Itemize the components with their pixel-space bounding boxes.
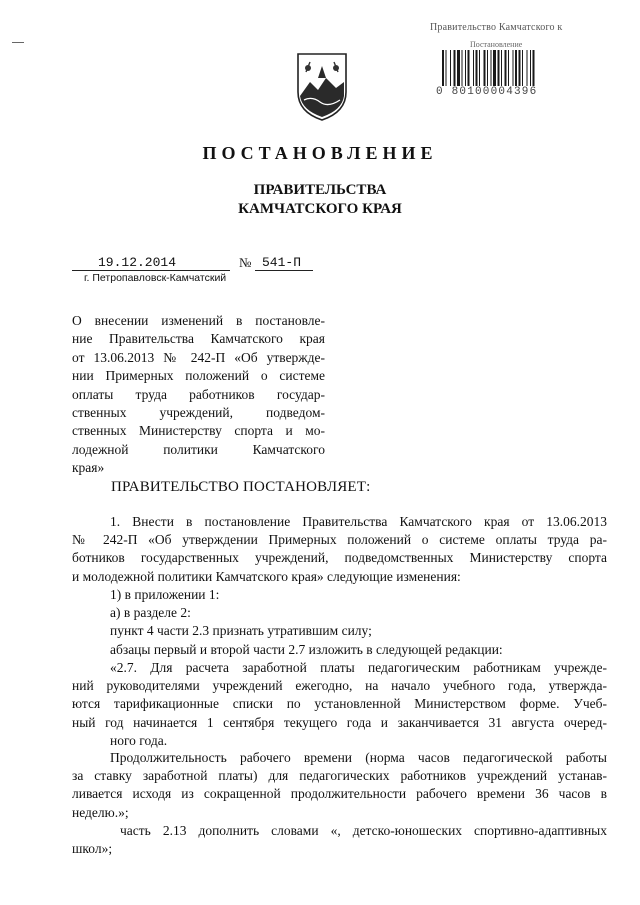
- text-line: абзацы первый и второй части 2.7 изложить в следующей редакции:: [110, 641, 503, 657]
- number-underline: [255, 270, 313, 271]
- text-line: «2.7. Для расчета заработной платы педагогическим работникам учрежде-: [110, 660, 607, 675]
- barcode-bar: [491, 50, 492, 86]
- barcode-bar: [484, 50, 486, 86]
- subject-line: ственных учреждений, подведом-: [72, 404, 325, 420]
- stamp-sub-text: Постановление: [470, 40, 523, 49]
- barcode-bar: [493, 50, 496, 86]
- barcode: [440, 50, 580, 86]
- barcode-bar: [527, 50, 528, 86]
- document-number: 541-П: [262, 255, 302, 270]
- barcode-number: 0 80100004396: [436, 86, 538, 98]
- margin-mark: [12, 42, 24, 43]
- issuer-line-1: ПРАВИТЕЛЬСТВА: [253, 182, 387, 198]
- subject-line: оплаты труда работников государ-: [72, 386, 325, 402]
- text-line: ного года.: [110, 732, 168, 748]
- number-sign: №: [239, 255, 252, 270]
- text-line: 1. Внести в постановление Правительства Камчатского края от 13.06.2013: [110, 514, 607, 529]
- coat-of-arms-icon: [296, 52, 348, 122]
- subject-line: ние Правительства Камчатского края: [72, 331, 325, 347]
- text-line: 1) в приложении 1:: [110, 587, 220, 602]
- document-type-title: ПОСТАНОВЛЕНИЕ: [202, 143, 438, 163]
- subject-line: от 13.06.2013 № 242-П «Об утвержде-: [72, 349, 325, 365]
- text-line: пункт 4 части 2.3 признать утратившим силу;: [110, 623, 372, 639]
- barcode-bar: [454, 50, 456, 86]
- barcode-bar: [457, 50, 460, 86]
- barcode-bar: [468, 50, 470, 86]
- barcode-bar: [522, 50, 523, 86]
- paragraph-1: [72, 513, 607, 586]
- subject-line: ственных Министерству спорта и мо-: [72, 423, 325, 439]
- barcode-bar: [476, 50, 478, 86]
- barcode-bar: [533, 50, 535, 86]
- subject-line: О внесении изменений в постановле-: [72, 313, 325, 328]
- barcode-bar: [513, 50, 514, 86]
- item-list: [72, 586, 607, 659]
- barcode-bar: [479, 50, 480, 86]
- barcode-bar: [508, 50, 509, 86]
- resolves-heading: ПРАВИТЕЛЬСТВО ПОСТАНОВЛЯЕТ:: [111, 479, 371, 495]
- document-subject: [72, 312, 325, 478]
- text-line: ются тарификационные списки по установленной Министерством форме. Учеб-: [72, 696, 607, 712]
- city-label: г. Петропавловск-Камчатский: [84, 272, 227, 284]
- text-line: школ»;: [72, 841, 113, 857]
- text-line: неделю.»;: [72, 804, 129, 820]
- barcode-bar: [442, 50, 444, 86]
- barcode-bar: [450, 50, 451, 86]
- text-line: ливается исходя из сокращенной продолжительности рабочего времени 36 часов в: [72, 786, 607, 802]
- barcode-bar: [530, 50, 531, 86]
- barcode-bar: [465, 50, 466, 86]
- text-line: № 242-П «Об утверждении Примерных положений о системе оплаты труда ра-: [72, 532, 607, 548]
- text-line: ботников государственных учреждений, подведомственных Министерству спорта: [72, 550, 607, 566]
- issuer-line-2: КАМЧАТСКОГО КРАЯ: [238, 201, 402, 217]
- text-line: за ставку заработной платы) для педагогических работников учреждений устанав-: [72, 768, 607, 784]
- paragraph-2-7: [72, 659, 607, 750]
- barcode-bar: [519, 50, 521, 86]
- subject-line: края»: [72, 460, 105, 476]
- text-line: часть 2.13 дополнить словами «, детско-юношеских спортивно-адаптивных: [120, 823, 607, 838]
- text-line: Продолжительность рабочего времени (норма часов педагогической работы: [110, 750, 607, 765]
- date-underline: [72, 270, 230, 271]
- barcode-bar: [501, 50, 502, 86]
- barcode-bar: [487, 50, 488, 86]
- subject-line: лодежной политики Камчатского: [72, 441, 325, 457]
- stamp-org-text: Правительство Камчатского к: [430, 22, 563, 33]
- barcode-bar: [446, 50, 447, 86]
- paragraph-duration: [72, 749, 607, 822]
- barcode-bar: [462, 50, 463, 86]
- subject-line: нии Примерных положений о системе: [72, 368, 325, 384]
- barcode-bar: [505, 50, 507, 86]
- paragraph-2-13: [72, 822, 607, 858]
- text-line: а) в разделе 2:: [110, 605, 191, 621]
- barcode-bar: [498, 50, 500, 86]
- text-line: ний руководителями учреждений ежегодно, на начало учебного года, утвержда-: [72, 678, 607, 694]
- text-line: ный год начинается 1 сентября текущего года и заканчивается 31 августа очеред-: [72, 714, 607, 730]
- barcode-bar: [473, 50, 474, 86]
- text-line: и молодежной политики Камчатского края» следующие изменения:: [72, 568, 461, 584]
- barcode-bar: [515, 50, 517, 86]
- document-date: 19.12.2014: [98, 255, 177, 270]
